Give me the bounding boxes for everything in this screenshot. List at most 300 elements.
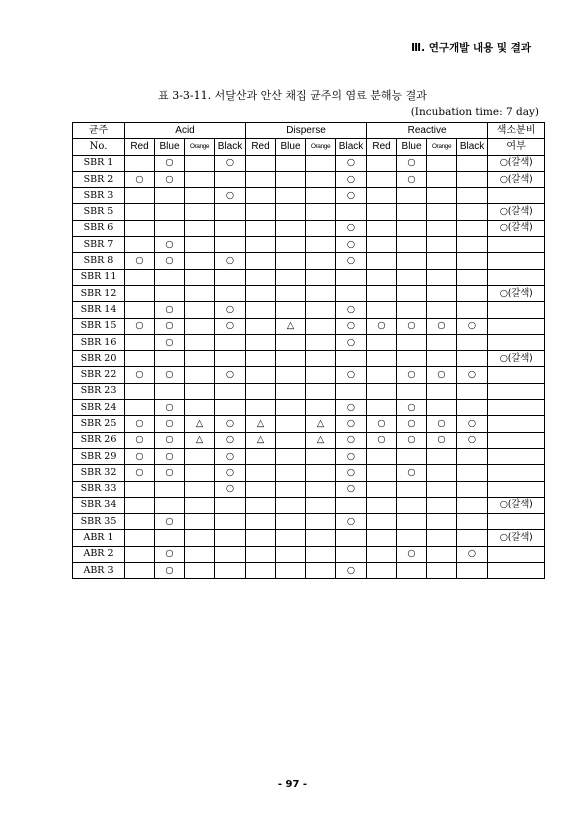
empty-cell [427,285,457,301]
color-header-blue: Blue [155,139,185,155]
triangle-mark: △ [185,432,215,448]
circle-mark: ○ [155,302,185,318]
circle-mark: ○ [215,432,246,448]
empty-cell [246,497,276,513]
circle-mark: ○ [397,465,427,481]
empty-cell [306,351,336,367]
empty-cell [125,155,155,171]
circle-mark: ○ [397,171,427,187]
circle-mark: ○ [367,318,397,334]
empty-cell [427,237,457,253]
empty-cell [215,400,246,416]
empty-cell [367,253,397,269]
circle-mark: ○ [125,416,155,432]
empty-cell [246,563,276,579]
empty-cell [306,285,336,301]
empty-cell [155,383,185,399]
empty-cell [397,269,427,285]
empty-cell [276,285,306,301]
empty-cell [185,448,215,464]
strain-cell: SBR 22 [73,367,125,383]
circle-mark: ○ [336,563,367,579]
empty-cell [215,285,246,301]
empty-cell [276,351,306,367]
strain-cell: SBR 32 [73,465,125,481]
table-row [73,481,545,497]
circle-mark: ○ [336,514,367,530]
empty-cell [457,253,488,269]
empty-cell [397,188,427,204]
decol-cell [488,188,545,204]
empty-cell [427,514,457,530]
empty-cell [155,530,185,546]
empty-cell [336,351,367,367]
strain-cell: SBR 20 [73,351,125,367]
circle-mark: ○ [336,367,367,383]
empty-cell [336,546,367,562]
empty-cell [276,448,306,464]
empty-cell [125,530,155,546]
strain-cell: ABR 1 [73,530,125,546]
decol-cell [488,465,545,481]
strain-cell: SBR 23 [73,383,125,399]
table-row [73,237,545,253]
circle-mark: ○ [155,546,185,562]
decol-cell [488,237,545,253]
color-header-black: Black [457,139,488,155]
strain-cell: ABR 3 [73,563,125,579]
circle-mark: ○ [125,367,155,383]
strain-cell: SBR 12 [73,285,125,301]
decol-header-top: 색소분비 [488,123,545,139]
circle-mark: ○ [155,367,185,383]
empty-cell [336,269,367,285]
table-row [73,269,545,285]
empty-cell [457,188,488,204]
empty-cell [246,269,276,285]
circle-mark: ○ [125,465,155,481]
circle-mark: ○ [215,302,246,318]
empty-cell [427,204,457,220]
circle-mark: ○ [215,465,246,481]
empty-cell [457,530,488,546]
empty-cell [336,530,367,546]
color-header-black: Black [215,139,246,155]
empty-cell [306,448,336,464]
decol-cell: ○(갈색) [488,204,545,220]
empty-cell [427,465,457,481]
empty-cell [125,497,155,513]
empty-cell [276,514,306,530]
empty-cell [215,334,246,350]
empty-cell [215,237,246,253]
empty-cell [125,400,155,416]
circle-mark: ○ [457,546,488,562]
decol-cell: ○(갈색) [488,285,545,301]
empty-cell [397,481,427,497]
empty-cell [367,546,397,562]
empty-cell [276,220,306,236]
chapter-header: Ⅲ. 연구개발 내용 및 결과 [411,42,531,54]
empty-cell [246,220,276,236]
color-header-black: Black [336,139,367,155]
empty-cell [336,497,367,513]
decol-cell [488,432,545,448]
circle-mark: ○ [457,318,488,334]
empty-cell [306,253,336,269]
empty-cell [246,285,276,301]
empty-cell [185,400,215,416]
empty-cell [246,318,276,334]
empty-cell [125,204,155,220]
empty-cell [306,530,336,546]
circle-mark: ○ [215,448,246,464]
circle-mark: ○ [125,253,155,269]
empty-cell [246,155,276,171]
empty-cell [427,530,457,546]
circle-mark: ○ [215,416,246,432]
group-header-disperse: Disperse [246,123,367,139]
circle-mark: ○ [155,563,185,579]
circle-mark: ○ [336,448,367,464]
empty-cell [125,514,155,530]
empty-cell [215,546,246,562]
decol-cell: ○(갈색) [488,497,545,513]
group-header-reactive: Reactive [367,123,488,139]
group-header-acid: Acid [125,123,246,139]
empty-cell [155,220,185,236]
circle-mark: ○ [457,367,488,383]
empty-cell [185,285,215,301]
empty-cell [336,204,367,220]
strain-cell: SBR 35 [73,514,125,530]
circle-mark: ○ [155,514,185,530]
empty-cell [185,318,215,334]
empty-cell [215,514,246,530]
empty-cell [457,383,488,399]
empty-cell [246,302,276,318]
empty-cell [457,269,488,285]
empty-cell [215,563,246,579]
strain-cell: SBR 24 [73,400,125,416]
empty-cell [276,302,306,318]
empty-cell [246,383,276,399]
table-row [73,334,545,350]
table-row [73,530,545,546]
empty-cell [306,334,336,350]
empty-cell [185,514,215,530]
empty-cell [215,204,246,220]
empty-cell [215,383,246,399]
empty-cell [155,481,185,497]
empty-cell [276,188,306,204]
empty-cell [457,448,488,464]
decol-cell: ○(갈색) [488,155,545,171]
empty-cell [276,400,306,416]
circle-mark: ○ [336,465,367,481]
empty-cell [306,514,336,530]
decol-cell [488,481,545,497]
empty-cell [185,481,215,497]
empty-cell [215,220,246,236]
empty-cell [155,269,185,285]
decol-cell [488,253,545,269]
empty-cell [246,237,276,253]
strain-cell: SBR 1 [73,155,125,171]
empty-cell [276,432,306,448]
strain-cell: SBR 7 [73,237,125,253]
empty-cell [185,497,215,513]
empty-cell [367,285,397,301]
circle-mark: ○ [215,188,246,204]
empty-cell [397,220,427,236]
empty-cell [246,253,276,269]
empty-cell [185,563,215,579]
circle-mark: ○ [125,318,155,334]
circle-mark: ○ [215,155,246,171]
empty-cell [306,546,336,562]
decol-cell [488,416,545,432]
empty-cell [125,220,155,236]
empty-cell [457,400,488,416]
triangle-mark: △ [246,432,276,448]
empty-cell [306,318,336,334]
circle-mark: ○ [336,253,367,269]
empty-cell [397,514,427,530]
circle-mark: ○ [125,448,155,464]
color-header-orange: Orange [185,139,215,155]
decol-cell [488,318,545,334]
empty-cell [397,351,427,367]
empty-cell [306,220,336,236]
empty-cell [427,481,457,497]
empty-cell [367,269,397,285]
empty-cell [246,204,276,220]
empty-cell [397,237,427,253]
table-row [73,416,545,432]
empty-cell [215,530,246,546]
circle-mark: ○ [215,481,246,497]
decol-cell: ○(갈색) [488,171,545,187]
strain-cell: SBR 15 [73,318,125,334]
decol-cell [488,514,545,530]
empty-cell [367,155,397,171]
empty-cell [276,563,306,579]
circle-mark: ○ [367,432,397,448]
empty-cell [185,188,215,204]
decol-cell [488,383,545,399]
empty-cell [215,351,246,367]
empty-cell [336,383,367,399]
table-row [73,367,545,383]
circle-mark: ○ [427,416,457,432]
empty-cell [215,497,246,513]
circle-mark: ○ [397,367,427,383]
page-number: - 97 - [277,779,308,790]
table-row [73,497,545,513]
empty-cell [397,530,427,546]
empty-cell [367,481,397,497]
circle-mark: ○ [397,432,427,448]
empty-cell [276,465,306,481]
triangle-mark: △ [185,416,215,432]
triangle-mark: △ [246,416,276,432]
empty-cell [397,334,427,350]
empty-cell [125,237,155,253]
circle-mark: ○ [336,416,367,432]
strain-cell: SBR 3 [73,188,125,204]
table-row [73,400,545,416]
empty-cell [185,237,215,253]
empty-cell [276,253,306,269]
empty-cell [276,497,306,513]
circle-mark: ○ [336,220,367,236]
circle-mark: ○ [155,237,185,253]
circle-mark: ○ [457,432,488,448]
triangle-mark: △ [306,416,336,432]
empty-cell [457,285,488,301]
empty-cell [125,481,155,497]
triangle-mark: △ [306,432,336,448]
circle-mark: ○ [397,318,427,334]
empty-cell [306,269,336,285]
empty-cell [397,563,427,579]
table-row [73,318,545,334]
empty-cell [397,285,427,301]
empty-cell [276,530,306,546]
empty-cell [306,383,336,399]
circle-mark: ○ [155,171,185,187]
empty-cell [125,269,155,285]
empty-cell [246,530,276,546]
empty-cell [427,351,457,367]
empty-cell [427,253,457,269]
empty-cell [246,188,276,204]
decol-cell: ○(갈색) [488,220,545,236]
empty-cell [427,497,457,513]
strain-cell: SBR 8 [73,253,125,269]
strain-cell: SBR 34 [73,497,125,513]
strain-cell: SBR 6 [73,220,125,236]
empty-cell [276,237,306,253]
empty-cell [367,204,397,220]
circle-mark: ○ [427,318,457,334]
empty-cell [125,285,155,301]
strain-cell: SBR 5 [73,204,125,220]
circle-mark: ○ [427,367,457,383]
strain-header-top: 균주 [73,123,125,139]
decol-cell [488,302,545,318]
table-row [73,432,545,448]
empty-cell [427,563,457,579]
circle-mark: ○ [155,253,185,269]
circle-mark: ○ [397,400,427,416]
empty-cell [276,155,306,171]
empty-cell [306,497,336,513]
table-row [73,204,545,220]
empty-cell [457,351,488,367]
empty-cell [367,514,397,530]
empty-cell [397,497,427,513]
circle-mark: ○ [336,481,367,497]
strain-cell: SBR 25 [73,416,125,432]
empty-cell [246,351,276,367]
empty-cell [185,383,215,399]
empty-cell [246,367,276,383]
empty-cell [367,171,397,187]
circle-mark: ○ [155,448,185,464]
empty-cell [306,237,336,253]
table-body [73,155,545,579]
empty-cell [457,563,488,579]
empty-cell [397,448,427,464]
empty-cell [276,546,306,562]
empty-cell [306,465,336,481]
empty-cell [306,563,336,579]
empty-cell [306,171,336,187]
circle-mark: ○ [336,171,367,187]
empty-cell [185,269,215,285]
strain-cell: SBR 2 [73,171,125,187]
empty-cell [185,220,215,236]
empty-cell [246,546,276,562]
empty-cell [276,334,306,350]
circle-mark: ○ [367,416,397,432]
strain-cell: SBR 26 [73,432,125,448]
circle-mark: ○ [336,155,367,171]
empty-cell [215,269,246,285]
empty-cell [125,188,155,204]
empty-cell [125,334,155,350]
circle-mark: ○ [215,253,246,269]
decol-cell: ○(갈색) [488,351,545,367]
circle-mark: ○ [336,188,367,204]
empty-cell [246,465,276,481]
color-header-red: Red [367,139,397,155]
empty-cell [367,383,397,399]
empty-cell [155,204,185,220]
empty-cell [185,367,215,383]
strain-cell: SBR 16 [73,334,125,350]
circle-mark: ○ [155,416,185,432]
empty-cell [276,204,306,220]
empty-cell [306,367,336,383]
empty-cell [125,351,155,367]
strain-header-bottom: No. [73,139,125,155]
empty-cell [397,383,427,399]
empty-cell [246,400,276,416]
empty-cell [427,383,457,399]
empty-cell [185,204,215,220]
empty-cell [155,351,185,367]
empty-cell [306,302,336,318]
empty-cell [367,563,397,579]
empty-cell [367,351,397,367]
circle-mark: ○ [336,432,367,448]
table-row [73,514,545,530]
empty-cell [457,204,488,220]
empty-cell [367,465,397,481]
empty-cell [155,285,185,301]
circle-mark: ○ [336,400,367,416]
strain-cell: ABR 2 [73,546,125,562]
empty-cell [125,383,155,399]
empty-cell [457,302,488,318]
empty-cell [185,351,215,367]
color-header-orange: Orange [427,139,457,155]
empty-cell [427,448,457,464]
empty-cell [457,497,488,513]
